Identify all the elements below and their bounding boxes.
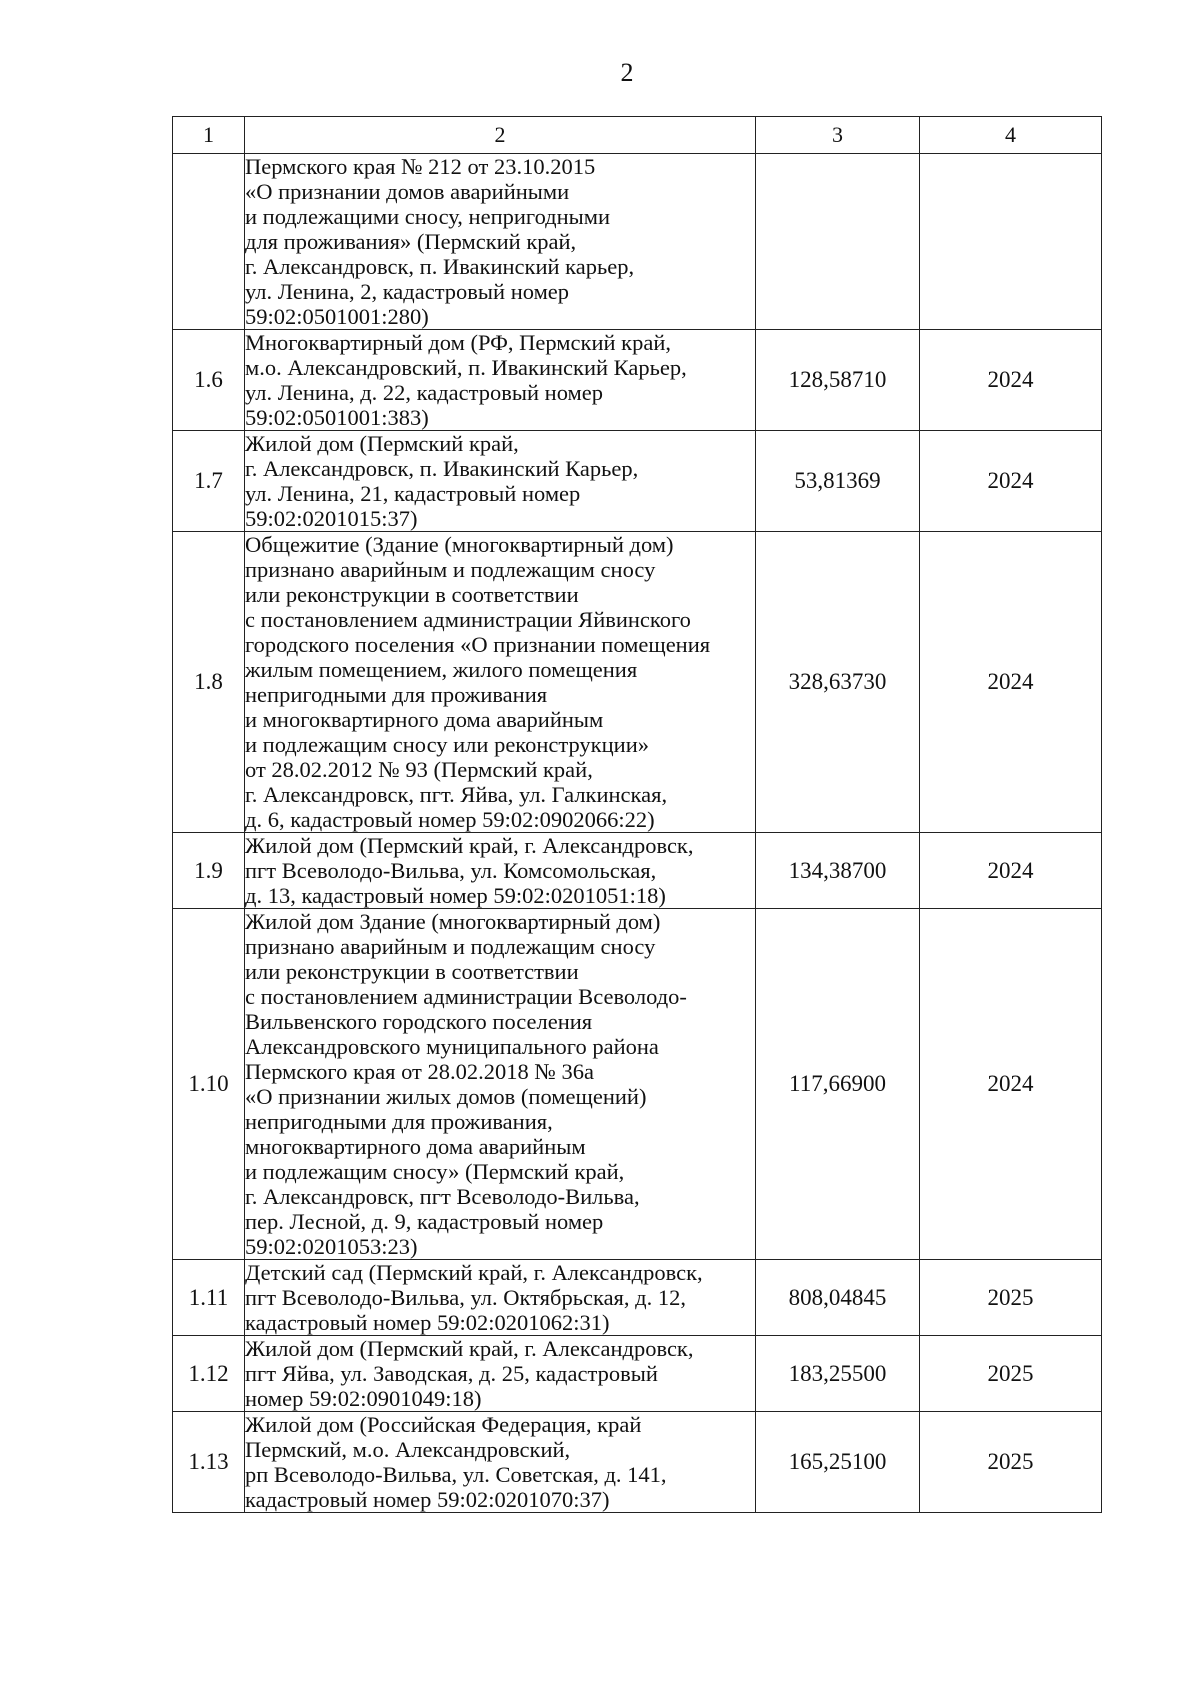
table-row (173, 1260, 1102, 1336)
row-number: 1.12 (173, 1336, 245, 1412)
row-year: 2025 (920, 1260, 1102, 1336)
row-description: Жилой дом Здание (многоквартирный дом) признано аварийным и подлежащим сносу или реконструкции в соответствии с постановлением администрации Всеволодо- Вильвенского городского поселения Александровского муниципального района Пермского края от 28.02.2018 № 36а «О признании жилых домов (помещений) непригодными для проживания, многоквартирного дома аварийным и подлежащим сносу» (Пермский край, г. Александровск, пгт Всеволодо-Вильва, пер. Лесной, д. 9, кадастровый номер 59:02:0201053:23) (245, 909, 756, 1260)
column-header-4: 4 (920, 117, 1102, 154)
table-row (173, 154, 1102, 330)
column-header-2: 2 (245, 117, 756, 154)
column-header-3: 3 (756, 117, 920, 154)
row-number: 1.7 (173, 431, 245, 532)
row-value: 53,81369 (756, 431, 920, 532)
row-value (756, 154, 920, 330)
row-value: 117,66900 (756, 909, 920, 1260)
row-number: 1.13 (173, 1412, 245, 1513)
objects-table (172, 116, 1102, 1513)
row-number: 1.11 (173, 1260, 245, 1336)
row-year: 2024 (920, 909, 1102, 1260)
table-row (173, 330, 1102, 431)
row-year: 2025 (920, 1412, 1102, 1513)
row-description: Жилой дом (Пермский край, г. Александровск, п. Ивакинский Карьер, ул. Ленина, 21, кадастровый номер 59:02:0201015:37) (245, 431, 756, 532)
row-year: 2024 (920, 431, 1102, 532)
column-header-1: 1 (173, 117, 245, 154)
row-number: 1.6 (173, 330, 245, 431)
row-description: Общежитие (Здание (многоквартирный дом) признано аварийным и подлежащим сносу или реконструкции в соответствии с постановлением администрации Яйвинского городского поселения «О признании помещения жилым помещением, жилого помещения непригодными для проживания и многоквартирного дома аварийным и подлежащим сносу или реконструкции» от 28.02.2012 № 93 (Пермский край, г. Александровск, пгт. Яйва, ул. Галкинская, д. 6, кадастровый номер 59:02:0902066:22) (245, 532, 756, 833)
row-value: 808,04845 (756, 1260, 920, 1336)
table-row (173, 833, 1102, 909)
row-description: Жилой дом (Российская Федерация, край Пермский, м.о. Александровский, рп Всеволодо-Вильва, ул. Советская, д. 141, кадастровый номер 59:02:0201070:37) (245, 1412, 756, 1513)
table-row (173, 909, 1102, 1260)
row-value: 165,25100 (756, 1412, 920, 1513)
row-value: 183,25500 (756, 1336, 920, 1412)
row-year (920, 154, 1102, 330)
table-row (173, 1336, 1102, 1412)
row-year: 2024 (920, 330, 1102, 431)
table-header-row (173, 117, 1102, 154)
row-description: Пермского края № 212 от 23.10.2015 «О признании домов аварийными и подлежащими сносу, непригодными для проживания» (Пермский край, г. Александровск, п. Ивакинский карьер, ул. Ленина, 2, кадастровый номер 59:02:0501001:280) (245, 154, 756, 330)
row-value: 128,58710 (756, 330, 920, 431)
row-value: 134,38700 (756, 833, 920, 909)
row-number: 1.8 (173, 532, 245, 833)
row-year: 2025 (920, 1336, 1102, 1412)
row-description: Многоквартирный дом (РФ, Пермский край, м.о. Александровский, п. Ивакинский Карьер, ул. Ленина, д. 22, кадастровый номер 59:02:0501001:383) (245, 330, 756, 431)
row-number: 1.9 (173, 833, 245, 909)
table-row (173, 1412, 1102, 1513)
row-description: Детский сад (Пермский край, г. Александровск, пгт Всеволодо-Вильва, ул. Октябрьская, д. 12, кадастровый номер 59:02:0201062:31) (245, 1260, 756, 1336)
row-number (173, 154, 245, 330)
row-year: 2024 (920, 833, 1102, 909)
row-value: 328,63730 (756, 532, 920, 833)
table-row (173, 532, 1102, 833)
table-row (173, 431, 1102, 532)
page-number: 2 (620, 58, 634, 87)
row-description: Жилой дом (Пермский край, г. Александровск, пгт Яйва, ул. Заводская, д. 25, кадастровый номер 59:02:0901049:18) (245, 1336, 756, 1412)
row-year: 2024 (920, 532, 1102, 833)
row-number: 1.10 (173, 909, 245, 1260)
row-description: Жилой дом (Пермский край, г. Александровск, пгт Всеволодо-Вильва, ул. Комсомольская, д. 13, кадастровый номер 59:02:0201051:18) (245, 833, 756, 909)
